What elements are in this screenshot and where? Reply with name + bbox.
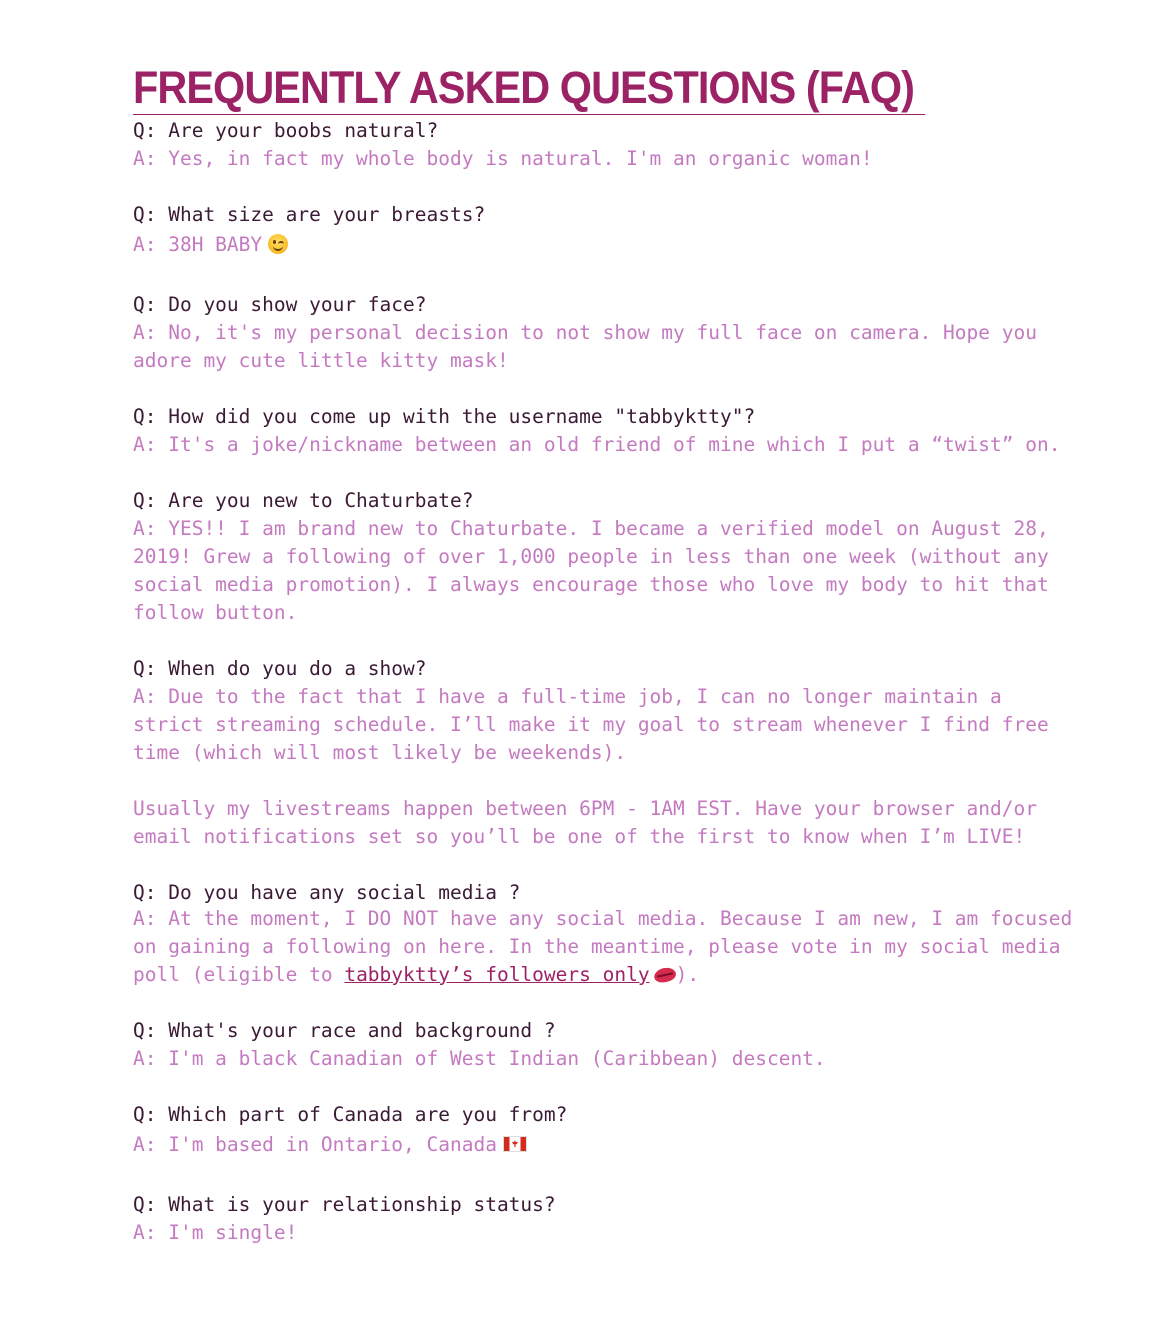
faq-question: Q: Do you have any social media ? xyxy=(133,881,521,904)
faq-item-show xyxy=(133,655,1073,851)
faq-item-social xyxy=(133,879,1084,989)
followers-only-link[interactable]: tabbyktty’s followers only xyxy=(344,963,650,986)
faq-answer-end: ). xyxy=(675,963,700,986)
faq-answer-text: A: I'm based in Ontario, Canada xyxy=(133,1133,497,1156)
faq-item-new xyxy=(133,487,1073,627)
faq-question: Q: Which part of Canada are you from? xyxy=(133,1103,568,1126)
faq-answer: A: It's a joke/nickname between an old friend of mine which I put a “twist” on. xyxy=(133,433,1061,456)
faq-item-username xyxy=(133,403,1073,459)
faq-question: Q: What's your race and background ? xyxy=(133,1019,556,1042)
faq-answer: A: I'm a black Canadian of West Indian (Caribbean) descent. xyxy=(133,1047,826,1070)
faq-question: Q: What is your relationship status? xyxy=(133,1193,556,1216)
faq-item-natural xyxy=(133,117,1073,173)
faq-answer: A: YES!! I am brand new to Chaturbate. I became a verified model on August 28, 2019! Grew a following of over 1,000 people in less than one week (without any social media promotion). I always encourage those who love my body to hit that follow button. xyxy=(133,517,1061,624)
faq-list xyxy=(133,117,1084,1247)
faq-question: Q: How did you come up with the username "tabbyktty"? xyxy=(133,405,756,428)
faq-page xyxy=(133,62,1084,1275)
faq-question: Q: When do you do a show? xyxy=(133,657,427,680)
lips-icon xyxy=(654,968,676,982)
winking-face-icon xyxy=(268,234,288,254)
faq-answer-text: A: At the moment, I DO NOT have any social media. Because I am new, I am focused on gaining a following on here. In the meantime, please vote in my social media poll (eligible to xyxy=(133,907,1084,986)
faq-question: Q: Are you new to Chaturbate? xyxy=(133,489,474,512)
faq-answer xyxy=(133,905,1084,989)
faq-question: Q: Are your boobs natural? xyxy=(133,119,439,142)
faq-answer: A: I'm single! xyxy=(133,1221,298,1244)
faq-answer xyxy=(133,1127,1073,1163)
faq-question: Q: What size are your breasts? xyxy=(133,203,486,226)
faq-answer: A: Due to the fact that I have a full-time job, I can no longer maintain a strict streaming schedule. I’ll make it my goal to stream whenever I find free time (which will most likely be weekends). xyxy=(133,685,1061,764)
faq-answer-text: A: 38H BABY xyxy=(133,233,263,256)
faq-item-race xyxy=(133,1017,1073,1073)
faq-answer xyxy=(133,227,1073,263)
faq-answer: A: No, it's my personal decision to not show my full face on camera. Hope you adore my cute little kitty mask! xyxy=(133,321,1049,372)
faq-item-face xyxy=(133,291,1073,375)
page-title: FREQUENTLY ASKED QUESTIONS (FAQ) xyxy=(133,62,925,115)
faq-answer: A: Yes, in fact my whole body is natural. I'm an organic woman! xyxy=(133,147,873,170)
faq-answer-schedule: Usually my livestreams happen between 6PM - 1AM EST. Have your browser and/or email notifications set so you’ll be one of the first to know when I’m LIVE! xyxy=(133,797,1049,848)
faq-item-size xyxy=(133,201,1073,263)
faq-question: Q: Do you show your face? xyxy=(133,293,427,316)
faq-item-relationship xyxy=(133,1191,1073,1247)
faq-item-location xyxy=(133,1101,1073,1163)
canada-flag-icon xyxy=(503,1136,527,1152)
